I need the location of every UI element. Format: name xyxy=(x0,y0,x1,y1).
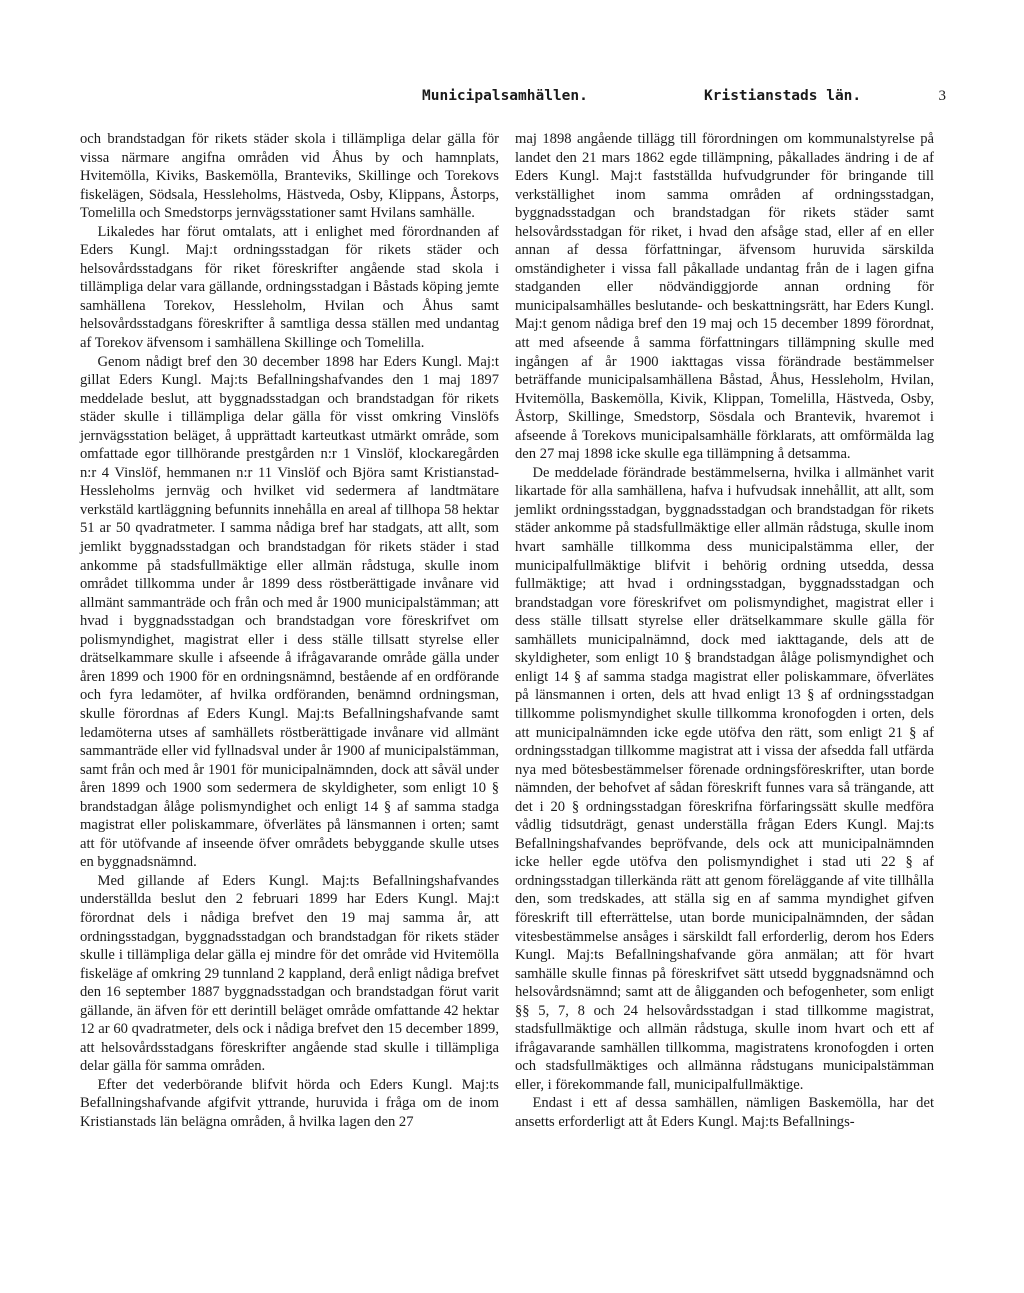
left-column xyxy=(80,130,499,1132)
right-column xyxy=(515,130,934,1132)
paragraph: Likaledes har förut omtalats, att i enlighet med förordnanden af Eders Kungl. Maj:t ordningsstadgan för rikets städer och helsovårdsstadgans för riket föreskrifter angående stad skola i tillämpliga delar vara gällande, ordningsstadgan i Båstads köping jemte samhällena Torekov, Hessleholm, Hvilan och Åhus samt helsovårdsstadgans föreskrifter å samtliga dessa ställen med undantag af Torekov äfvensom i samhällena Skillinge och Tomelilla. xyxy=(80,223,499,352)
running-header xyxy=(80,88,946,110)
section-title: Municipalsamhällen. xyxy=(422,88,588,104)
county-title: Kristianstads län. xyxy=(704,88,862,104)
paragraph: Genom nådigt bref den 30 december 1898 har Eders Kungl. Maj:t gillat Eders Kungl. Maj:ts Befallningshafvandes den 1 maj 1897 meddelade beslut, att byggnadsstadgan och brandstadgan för rikets städer skulle i tillämpliga delar gälla för visst omkring Vinslöfs jernvägsstation beläget, å upprättadt karteutkast utmärkt område, som omfattade egor tillhörande prestgården n:r 1 Vinslöf, klockaregården n:r 4 Vinslöf, hemmanen n:r 11 Vinslöf och Björa samt Kristianstad-Hessleholms jernväg och hvilket vid sedermera af landtmätare verkstäld kartläggning befunnits innehålla en areal af tillhopa 58 hektar 51 ar 50 qvadratmeter. I samma nådiga bref har stadgats, att allt, som jemlikt byggnadsstadgan och brandstadgan för rikets städer i stad ankomme på stadsfullmäktige eller allmän rådstuga, skulle inom området tillkomma under år 1899 dess röstberättigade invånare vid allmänt sammanträde och från och med år 1900 municipalstämman; att hvad i byggnadsstadgan och brandstadgan vore föreskrifvet om polismyndighet, magistrat eller i dess ställe tillsatt styrelse eller drätselkammare skulle i afseende å ifrågavarande område gälla under åren 1899 och 1900 för en ordningsnämnd, bestående af en ordförande och fyra ledamöter, af hvilka ordföranden, benämnd ordningsman, skulle förordnas af Eders Kungl. Maj:ts Befallningshafvande samt ledamöterna utses af samhällets röstberättigade invånare vid allmänt sammanträde eller vid fyllnadsval under år 1900 af municipalstämman, samt från och med år 1901 för municipalnämnden, dock att såväl under åren 1899 och 1900 som sedermera de skyldigheter, som enligt 10 § brandstadgan ålåge polismyndighet och enligt 14 § af samma stadga magistrat eller poliskammare, öfverlätes på länsmannen i orten; samt att för utöfvande af inseende öfver områdets bebyggande skulle utses en byggnadsnämnd. xyxy=(80,353,499,871)
paragraph: Med gillande af Eders Kungl. Maj:ts Befallningshafvandes underställda beslut den 2 februari 1899 har Eders Kungl. Maj:t förordnat dels i nådiga brefvet den 19 maj samma år, att ordningsstadgan, byggnadsstadgan och brandstadgan för rikets städer skulle i tillämpliga delar gälla ej mindre för det område vid Hvitemölla fiskeläge af omkring 29 tunnland 2 kappland, derå enligt nådiga brefvet den 16 september 1887 byggnadsstadgan och brandstadgan förut varit gällande, än äfven för ett derintill beläget område omfattande 42 hektar 12 ar 60 qvadratmeter, dels ock i nådiga brefvet den 15 december 1899, att helsovårdsstadgans föreskrifter angående stad skulle i tillämpliga delar gälla för samma områden. xyxy=(80,872,499,1075)
page-number: 3 xyxy=(938,88,946,104)
paragraph: maj 1898 angående tillägg till förordningen om kommunalstyrelse på landet den 21 mars 1862 egde tillämpning, påkallades ändring i de af Eders Kungl. Maj:t fastställda hufvudgrunder för bringande till verkställighet inom samma områden af ordningsstadgan, byggnadsstadgan och brandstadgan för rikets städer samt helsovårdsstadgan för riket, i hvad den afsåge stad, eller af en eller annan af dessa författningar, äfvensom huruvida särskilda omständigheter i vissa fall påkallade undantag från de i lagen gifna stadganden eller nödvändiggjorde annan ordning för municipalsamhälles beslutande- och beskattningsrätt, har Eders Kungl. Maj:t genom nådiga bref den 19 maj och 15 december 1899 förordnat, att med afseende å samma författningars tillämpning skulle med ingången af år 1900 iakttagas vissa förändrade bestämmelser beträffande municipalsamhällena Båstad, Åhus, Hessleholm, Hvilan, Hvitemölla, Baskemölla, Kivik, Klippan, Tomelilla, Hästveda, Osby, Åstorp, Skillinge, Smedstorp, Sösdala och Brantevik, hvaremot i afseende å Torekovs municipalsamhälle förklarats, att omförmälda lag den 27 maj 1898 icke skulle ega tillämpning å detsamma. xyxy=(515,131,934,463)
paragraph: De meddelade förändrade bestämmelserna, hvilka i allmänhet varit likartade för alla samhällena, hafva i hufvudsak innehållit, att allt, som jemlikt ordningsstadgan, byggnadsstadgan och brandstadgan för rikets städer ankomme på stadsfullmäktige eller allmän rådstuga, skulle inom hvart samhälle tillkomma dess municipalstämma eller, der municipalfullmäktige blifvit i behörig ordning utsedda, dessa fullmäktige; att hvad i ordningsstadgan, byggnadsstadgan och brandstadgan vore föreskrifvet om polismyndighet, magistrat eller i dess ställe tillsatt styrelse eller drätselkammare skulle gälla för samhällets municipalnämnd, dock med iakttagande, dels att de skyldigheter, som enligt 10 § brandstadgan ålåge polismyndighet och enligt 14 § af samma stadga magistrat eller poliskammare, öfverlätes på länsmannen i orten, dels att hvad enligt 13 § af ordningsstadgan tillkomme polismyndighet skulle tillkomma kronofogden i orten, dels att municipalnämnden icke egde utöfva den rätt, som enligt 21 § af ordningsstadgan tillkomme magistrat att i vissa der afsedda fall utfärda nya med bötesbestämmelser förenade ordningsföreskrifter, utan borde nämnden, der behofvet af sådan föreskrift funnes vara så trängande, att det i 20 § ordningsstadgan föreskrifna förfaringssätt skulle medföra vådlig tidsutdrägt, genast underställa frågan Eders Kungl. Maj:ts Befallningshafvandes bepröfvande, dels ock att municipalnämnden icke heller egde utöfva den polismyndighet i stad uti 22 § af ordningsstadgan tillerkända rätt att genom föreläggande af vite tillhålla den, som tredskades, att ställa sig en af samma myndighet gifven föreskrift till efterrättelse, utan borde municipalnämnden, der sådan vitesbestämmelse ansåges i särskildt fall erforderlig, derom hos Eders Kungl. Maj:ts Befallningshafvande göra anmälan; att för hvart samhälle skulle finnas på föreskrifvet sätt utsedd byggnadsnämnd och helsovårdsnämnd; samt att de åligganden och befogenheter, som enligt §§ 5, 7, 8 och 24 helsovårdsstadgan i stad tillkomme magistrat, stadsfullmäktige och allmän rådstuga, skulle inom hvart och ett af ifrågavarande samhällen tillkomma, magistratens kronofogden i orten och stadsfullmäktiges och allmänna rådstugans municipalstämman eller, i förekommande fall, municipalfullmäktige. xyxy=(515,464,934,1093)
paragraph: Efter det vederbörande blifvit hörda och Eders Kungl. Maj:ts Befallningshafvande afgifvit yttrande, huruvida i fråga om de inom Kristianstads län belägna områden, å hvilka lagen den 27 xyxy=(80,1076,499,1130)
paragraph: Endast i ett af dessa samhällen, nämligen Baskemölla, har det ansetts erforderligt att åt Eders Kungl. Maj:ts Befallnings- xyxy=(515,1095,934,1130)
paragraph: och brandstadgan för rikets städer skola i tillämpliga delar gälla för vissa närmare angifna områden vid Åhus by och hamnplats, Hvitemölla, Kiviks, Baskemölla, Branteviks, Skillinge och Torekovs fiskelägen, Södsala, Hessleholms, Hästveda, Osby, Klippans, Åstorps, Tomelilla och Smedstorps jernvägsstationer samt Hvilans samhälle. xyxy=(80,131,499,222)
